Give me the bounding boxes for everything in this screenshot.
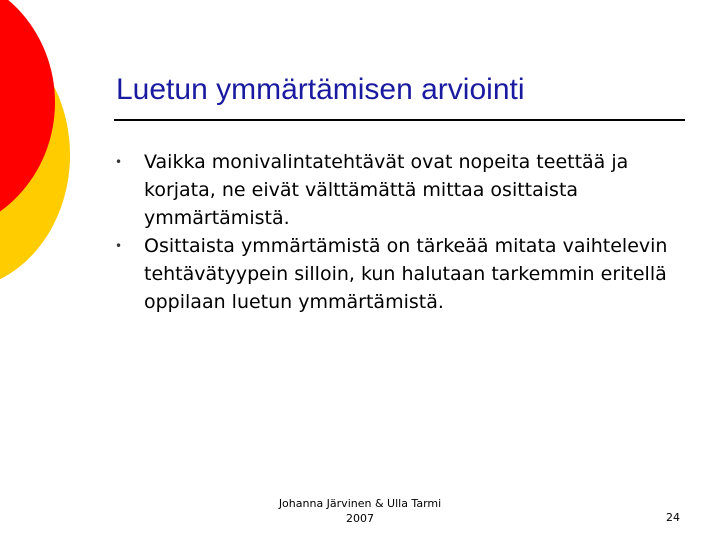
bullet-item (112, 148, 682, 232)
bullet-text: Vaikka monivalintatehtävät ovat nopeita teettää ja korjata, ne eivät välttämättä mittaa osittaista ymmärtämistä. (144, 151, 629, 229)
bullet-item (112, 232, 682, 316)
bullet-marker: • (115, 155, 123, 169)
bullet-list (112, 148, 682, 316)
page-number: 24 (666, 511, 680, 524)
footer-author-names: Johanna Järvinen & Ulla Tarmi (278, 497, 442, 510)
footer-author (255, 496, 465, 526)
slide-title: Luetun ymmärtämisen arviointi (116, 73, 525, 106)
bullet-text: Osittaista ymmärtämistä on tärkeää mitata vaihtelevin tehtävätyypein silloin, kun halutaan tarkemmin eritellä oppilaan luetun ymmärtämistä. (144, 235, 668, 313)
footer-year: 2007 (346, 512, 374, 525)
title-underline (114, 119, 685, 121)
bullet-marker: • (115, 239, 123, 253)
